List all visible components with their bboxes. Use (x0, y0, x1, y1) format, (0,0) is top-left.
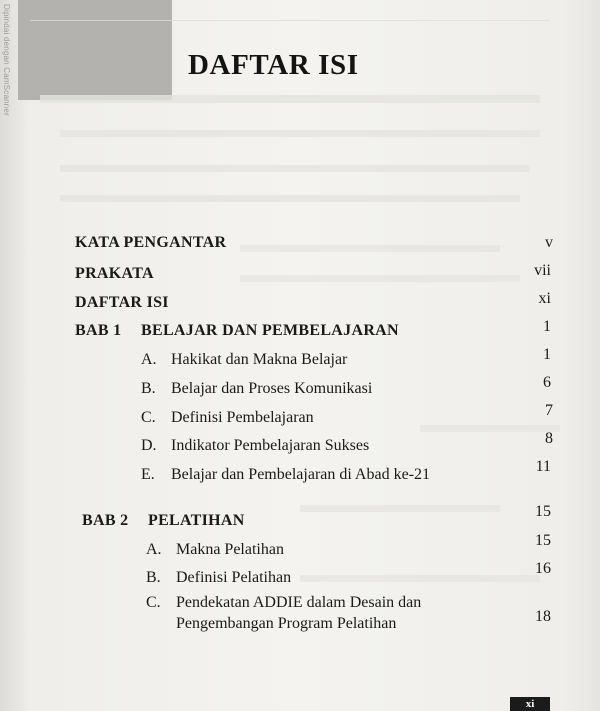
section-entry (146, 541, 284, 559)
section-letter: C. (141, 409, 156, 426)
section-title: Hakikat dan Makna Belajar (171, 351, 348, 368)
section-letter: C. (146, 594, 161, 611)
toc-page-daftar-isi: xi (538, 290, 551, 307)
section-entry (141, 380, 372, 398)
section-entry (146, 594, 421, 612)
toc-page-prakata: vii (534, 262, 551, 279)
toc-page-kata-pengantar: v (545, 234, 553, 251)
section-title-continued: Pengembangan Program Pelatihan (176, 615, 397, 632)
section-letter: A. (146, 541, 162, 558)
section-page: 1 (543, 346, 551, 363)
page-title: DAFTAR ISI (188, 49, 359, 82)
section-title: Pendekatan ADDIE dalam Desain dan (176, 594, 422, 611)
toc-entry-kata-pengantar: KATA PENGANTAR (75, 234, 227, 251)
section-title: Belajar dan Pembelajaran di Abad ke-21 (171, 466, 431, 483)
section-letter: A. (141, 351, 157, 368)
section-page: 15 (535, 532, 551, 549)
section-title: Definisi Pembelajaran (171, 409, 314, 426)
section-page: 18 (535, 608, 551, 625)
footer-page-number: xi (510, 697, 550, 711)
section-letter: B. (141, 380, 156, 397)
chapter-title: PELATIHAN (148, 512, 245, 529)
chapter-title: BELAJAR DAN PEMBELAJARAN (141, 322, 399, 339)
section-page: 6 (543, 374, 551, 391)
section-title: Indikator Pembelajaran Sukses (171, 437, 370, 454)
section-page: 11 (535, 458, 551, 475)
section-letter: D. (141, 437, 157, 454)
section-letter: B. (146, 569, 161, 586)
chapter-number: BAB 1 (75, 322, 122, 339)
toc-entry-daftar-isi: DAFTAR ISI (75, 294, 169, 311)
section-letter: E. (141, 466, 155, 483)
section-page: 16 (535, 560, 551, 577)
section-entry (141, 351, 347, 369)
section-entry (146, 569, 291, 587)
section-title: Makna Pelatihan (176, 541, 284, 558)
scanner-watermark: Dipindai dengan CamScanner (2, 4, 11, 116)
section-title: Definisi Pelatihan (176, 569, 292, 586)
chapter-number: BAB 2 (82, 512, 129, 529)
chapter-page: 15 (535, 503, 551, 520)
section-page: 7 (545, 402, 553, 419)
section-title: Belajar dan Proses Komunikasi (171, 380, 373, 397)
chapter-page: 1 (543, 318, 551, 335)
grey-corner-tab (18, 0, 172, 100)
section-entry (141, 409, 314, 427)
chapter-heading-bab-2 (82, 512, 245, 530)
section-page: 8 (545, 430, 553, 447)
toc-entry-prakata: PRAKATA (75, 265, 154, 282)
chapter-heading-bab-1 (75, 322, 399, 340)
section-entry (141, 466, 430, 484)
section-entry (141, 437, 369, 455)
